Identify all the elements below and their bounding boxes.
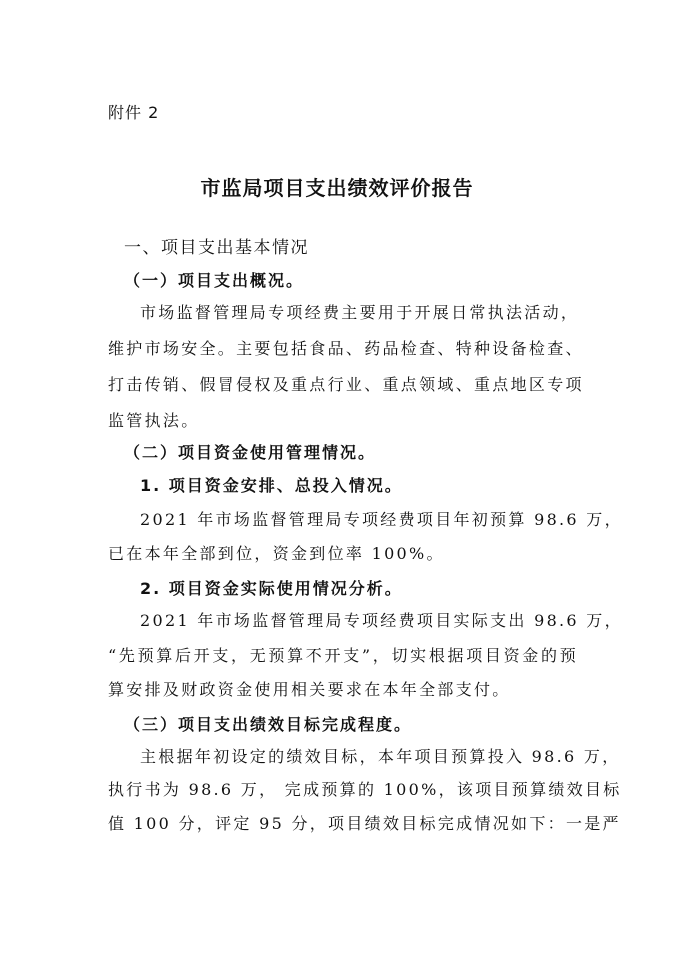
item-heading: 1. 项目资金安排、总投入情况。 [140, 476, 403, 495]
paragraph-line: 执行书为 98.6 万， 完成预算的 100%，该项目预算绩效目标 [108, 780, 622, 799]
paragraph-line: 2021 年市场监督管理局专项经费项目实际支出 98.6 万， [140, 611, 623, 630]
paragraph-line: 维护市场安全。主要包括食品、药品检查、特种设备检查、 [108, 339, 584, 358]
paragraph-line: 监管执法。 [108, 411, 200, 430]
paragraph-line: “先预算后开支，无预算不开支”，切实根据项目资金的预 [108, 646, 578, 665]
paragraph-line: 算安排及财政资金使用相关要求在本年全部支付。 [108, 680, 511, 699]
paragraph-line: 主根据年初设定的绩效目标，本年项目预算投入 98.6 万， [140, 747, 621, 766]
paragraph-line: 市场监督管理局专项经费主要用于开展日常执法活动， [140, 303, 580, 322]
paragraph-line: 值 100 分，评定 95 分，项目绩效目标完成情况如下：一是严 [108, 814, 621, 833]
subsection-heading: （二）项目资金使用管理情况。 [124, 443, 377, 462]
paragraph-line: 打击传销、假冒侵权及重点行业、重点领域、重点地区专项 [108, 375, 584, 394]
paragraph-line: 已在本年全部到位，资金到位率 100%。 [108, 544, 445, 563]
subsection-heading: （一）项目支出概况。 [124, 271, 305, 290]
document-title: 市监局项目支出绩效评价报告 [200, 176, 474, 200]
annex-label: 附件 2 [108, 103, 160, 122]
paragraph-line: 2021 年市场监督管理局专项经费项目年初预算 98.6 万， [140, 510, 623, 529]
subsection-heading: （三）项目支出绩效目标完成程度。 [124, 715, 413, 734]
item-heading: 2. 项目资金实际使用情况分析。 [140, 579, 403, 598]
section-heading: 一、项目支出基本情况 [124, 238, 309, 258]
